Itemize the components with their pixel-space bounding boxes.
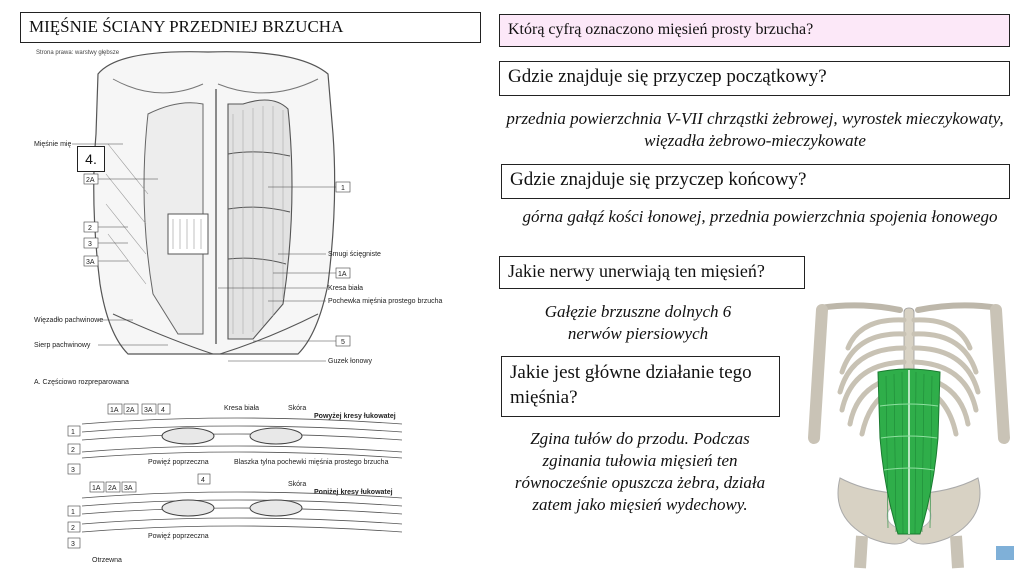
label-pochewka: Pochewka mięśnia prostego brzucha bbox=[328, 298, 443, 305]
svg-text:3A: 3A bbox=[144, 407, 153, 414]
rectus-abdominis-skeleton-illustration bbox=[800, 288, 1018, 568]
answer-origin: przednia powierzchnia V-VII chrząstki żebrowej, wyrostek mieczykowaty, więzadła żebrowo-mieczykowate bbox=[506, 109, 1004, 151]
caption-above: Powyżej kresy łukowatej bbox=[314, 413, 396, 420]
label-blaszka: Blaszka tylna pochewki mięśnia prostego brzucha bbox=[234, 459, 389, 466]
left-numbers bbox=[68, 426, 80, 548]
svg-text:3: 3 bbox=[71, 467, 75, 474]
label-powiez-top: Powięź poprzeczna bbox=[148, 459, 209, 466]
svg-text:1A: 1A bbox=[110, 407, 119, 414]
svg-text:3A: 3A bbox=[124, 485, 133, 492]
top-tags bbox=[108, 404, 170, 414]
svg-text:2A: 2A bbox=[108, 485, 117, 492]
label-skora-bottom: Skóra bbox=[288, 481, 307, 488]
question-4: Jakie nerwy unerwiają ten mięsień? bbox=[499, 256, 805, 289]
svg-text:1A: 1A bbox=[92, 485, 101, 492]
question-1: Którą cyfrą oznaczono mięsień prosty brzucha? bbox=[499, 14, 1010, 47]
figure-caption: A. Częściowo rozpreparowana bbox=[34, 379, 129, 386]
label-smugi: Smugi ścięgniste bbox=[328, 251, 381, 258]
question-2: Gdzie znajduje się przyczep początkowy? bbox=[499, 61, 1010, 96]
label-sierp: Sierp pachwinowy bbox=[34, 342, 91, 349]
abdominal-wall-illustration bbox=[28, 44, 443, 388]
svg-text:4: 4 bbox=[161, 407, 165, 414]
label-2A: 2A bbox=[86, 177, 95, 184]
label-3A: 3A bbox=[86, 259, 95, 266]
svg-text:2A: 2A bbox=[126, 407, 135, 414]
label-5: 5 bbox=[341, 339, 345, 346]
svg-text:2: 2 bbox=[71, 525, 75, 532]
slide-title: MIĘŚNIE ŚCIANY PRZEDNIEJ BRZUCHA bbox=[20, 12, 481, 43]
answer-action: Zgina tułów do przodu. Podczas zginania tułowia mięsień ten równocześnie opuszcza żebra, działa zatem jako mięsień wydechowy. bbox=[514, 429, 766, 515]
label-1A: 1A bbox=[338, 271, 347, 278]
svg-text:4: 4 bbox=[201, 477, 205, 484]
question-5: Jakie jest główne działanie tego mięśnia? bbox=[501, 356, 780, 417]
label-powiez-bottom: Powięź poprzeczna bbox=[148, 533, 209, 540]
svg-text:2: 2 bbox=[71, 447, 75, 454]
label-1: 1 bbox=[341, 185, 345, 192]
cross-section-illustration bbox=[62, 398, 408, 566]
label-kresa: Kresa biała bbox=[328, 285, 364, 292]
label-wiezadlo: Więzadło pachwinowe bbox=[34, 317, 104, 324]
caption-below: Poniżej kresy łukowatej bbox=[314, 489, 393, 496]
label-guzek: Guzek łonowy bbox=[328, 358, 372, 365]
label-otrzewna: Otrzewna bbox=[92, 557, 122, 564]
bottom-tags bbox=[90, 474, 210, 492]
label-3: 3 bbox=[88, 241, 92, 248]
answer-nerves: Gałęzie brzuszne dolnych 6 nerwów piersiowych bbox=[544, 302, 732, 344]
label-skora-top: Skóra bbox=[288, 405, 307, 412]
answer-label-4: 4. bbox=[77, 146, 105, 172]
label-2: 2 bbox=[88, 225, 92, 232]
side-label: Strona prawa: warstwy głębsze bbox=[36, 50, 120, 56]
label-miesnie: Mięśnie mię bbox=[34, 141, 72, 148]
question-3: Gdzie znajduje się przyczep końcowy? bbox=[501, 164, 1010, 199]
answer-insertion: górna gałąź kości łonowej, przednia powierzchnia spojenia łonowego bbox=[522, 207, 998, 226]
svg-text:1: 1 bbox=[71, 509, 75, 516]
svg-text:3: 3 bbox=[71, 541, 75, 548]
label-kresa-biala: Kresa biała bbox=[224, 405, 260, 412]
svg-text:1: 1 bbox=[71, 429, 75, 436]
